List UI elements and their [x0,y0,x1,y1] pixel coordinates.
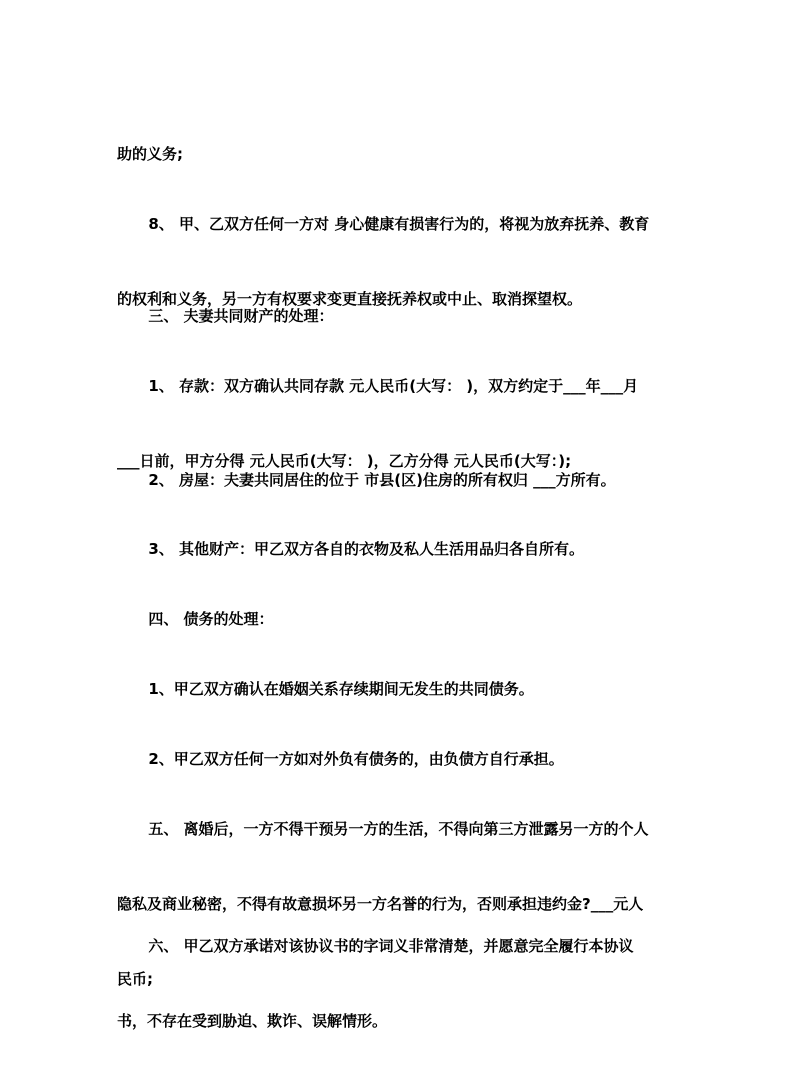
text-line: 五、 离婚后，一方不得干预另一方的生活，不得向第三方泄露另一方的个人 [117,820,649,838]
text-line: 六、 甲乙双方承诺对该协议书的字词义非常清楚，并愿意完全履行本协议 [117,937,634,955]
text-line: 四、 债务的处理： [117,610,274,628]
text-line: ___日前，甲方分得 元人民币(大写： )，乙方分得 元人民币(大写：); [117,452,572,470]
text-line: 2、 房屋：夫妻共同居住的位于 市县(区)住房的所有权归 ___方所有。 [117,471,616,489]
text-line: 隐私及商业秘密，不得有故意损坏另一方名誉的行为，否则承担违约金?___元人 [117,895,644,913]
text-line: 助的义务; [117,145,183,163]
text-line: 书，不存在受到胁迫、欺诈、误解情形。 [117,1012,388,1030]
paragraph-section-6 [117,884,677,1084]
text-line: 8、 甲、乙双方任何一方对 身心健康有损害行为的，将视为放弃抚养、教育 [117,215,650,233]
text-line: 1、甲乙双方确认在婚姻关系存续期间无发生的共同债务。 [117,680,534,698]
text-line: 1、 存款：双方确认共同存款 元人民币(大写： )，双方约定于___年___月 [117,377,639,395]
text-line: 的权利和义务，另一方有权要求变更直接抚养权或中止、取消探望权。 [117,290,583,308]
text-line: 三、 夫妻共同财产的处理： [117,307,334,325]
text-line: 2、甲乙双方任何一方如对外负有债务的，由负债方自行承担。 [117,750,564,768]
text-line: 民币; [117,970,153,988]
text-line: 3、 其他财产：甲乙双方各自的衣物及私人生活用品归各自所有。 [117,540,584,558]
